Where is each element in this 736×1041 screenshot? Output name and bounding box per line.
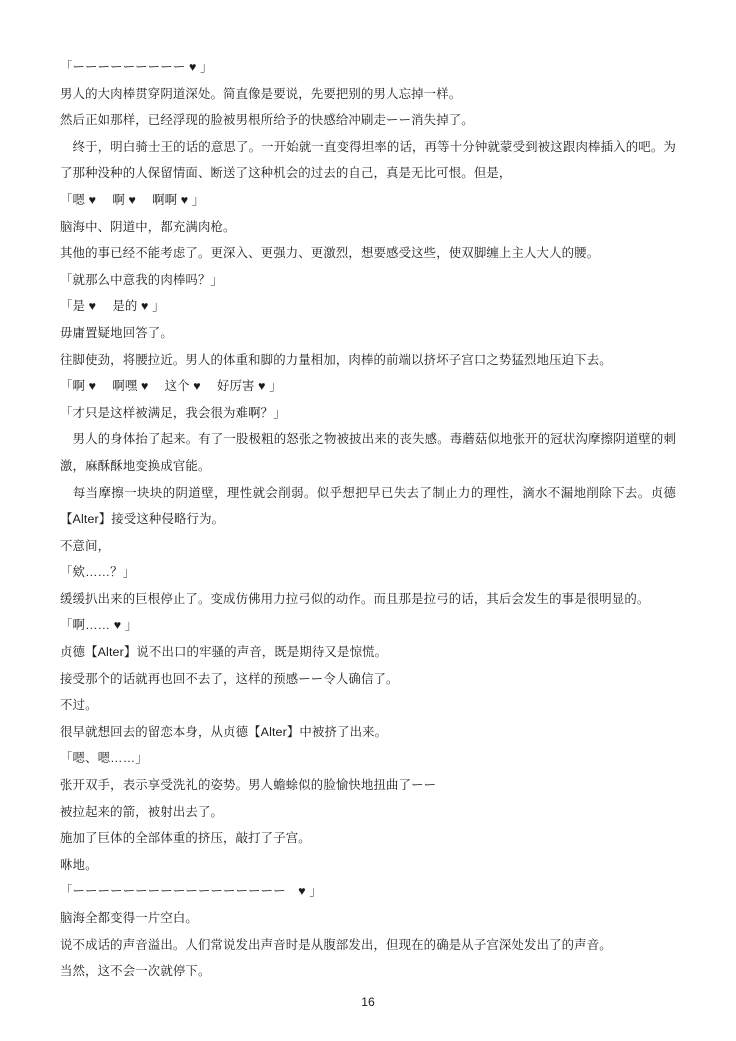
paragraph: 男人的身体抬了起来。有了一股极粗的怒张之物被披出来的丧失感。毒蘑菇似地张开的冠状沟摩擦阴道壁的刺激，麻酥酥地变换成官能。 [60,432,676,473]
paragraph: 「是 ♥ 是的 ♥ 」 [60,299,165,314]
paragraph: 说不成话的声音溢出。人们常说发出声音时是从腹部发出，但现在的确是从子宫深处发出了的声音。 [60,937,612,952]
paragraph: 接受那个的话就再也回不去了，这样的预感ーー令人确信了。 [60,671,399,686]
paragraph: 被拉起来的箭，被射出去了。 [60,804,224,819]
page-body [60,54,676,985]
paragraph: 「嗯 ♥ 啊 ♥ 啊啊 ♥ 」 [60,192,205,207]
paragraph: 「ーーーーーーーーー ♥ 」 [60,60,213,74]
paragraph: 张开双手，表示享受洗礼的姿势。男人蟾蜍似的脸愉快地扭曲了ーー [60,778,437,793]
paragraph: 「就那么中意我的肉棒吗？」 [60,272,224,287]
paragraph: 不过。 [60,698,98,713]
paragraph: 脑海中、阴道中，都充满肉枪。 [60,219,236,234]
paragraph: 「才只是这样被满足，我会很为难啊？」 [60,405,286,420]
paragraph: 很早就想回去的留恋本身，从贞德【Alter】中被挤了出来。 [60,724,388,739]
paragraph: 其他的事已经不能考虑了。更深入、更强力、更激烈，想要感受这些，使双脚缠上主人大人的腰。 [60,246,600,261]
paragraph: 当然，这不会一次就停下。 [60,964,211,979]
paragraph: 不意间， [60,538,111,553]
paragraph: 缓缓扒出来的巨根停止了。变成仿佛用力拉弓似的动作。而且那是拉弓的话，其后会发生的事是很明显的。 [60,591,650,606]
paragraph: 往脚使劲，将腰拉近。男人的体重和脚的力量相加，肉棒的前端以挤坏子宫口之势猛烈地压迫下去。 [60,352,612,367]
paragraph: 每当摩擦一块块的阴道壁，理性就会削弱。似乎想把早已失去了制止力的理性，滴水不漏地削除下去。贞德【Alter】接受这种侵略行为。 [60,485,676,527]
paragraph: 「ーーーーーーーーーーーーーーーーー ♥ 」 [60,884,322,899]
paragraph: 脑海全都变得一片空白。 [60,911,198,925]
paragraph: 终于，明白骑士王的话的意思了。一开始就一直变得坦率的话，再等十分钟就蒙受到被这跟肉棒插入的吧。为了那种没种的人保留情面、断送了这种机会的过去的自己，真是无比可恨。但是， [60,139,676,181]
page-number: 16 [361,995,375,1009]
paragraph: 贞德【Alter】说不出口的牢骚的声音，既是期待又是惊慌。 [60,645,388,660]
paragraph: 施加了巨体的全部体重的挤压，敲打了子宫。 [60,831,311,846]
paragraph: 「欸……？」 [60,565,136,580]
paragraph: 「啊 ♥ 啊嘿 ♥ 这个 ♥ 好厉害 ♥ 」 [60,379,282,394]
paragraph: 「啊…… ♥ 」 [60,618,138,633]
paragraph: 毋庸置疑地回答了。 [60,325,173,340]
paragraph: 咻地。 [60,857,98,872]
paragraph: 「嗯、嗯……」 [60,751,148,766]
paragraph: 然后正如那样，已经浮现的脸被男根所给予的快感给冲刷走ーー消失掉了。 [60,113,474,128]
paragraph: 男人的大肉棒贯穿阴道深处。简直像是要说，先要把别的男人忘掉一样。 [60,86,462,101]
